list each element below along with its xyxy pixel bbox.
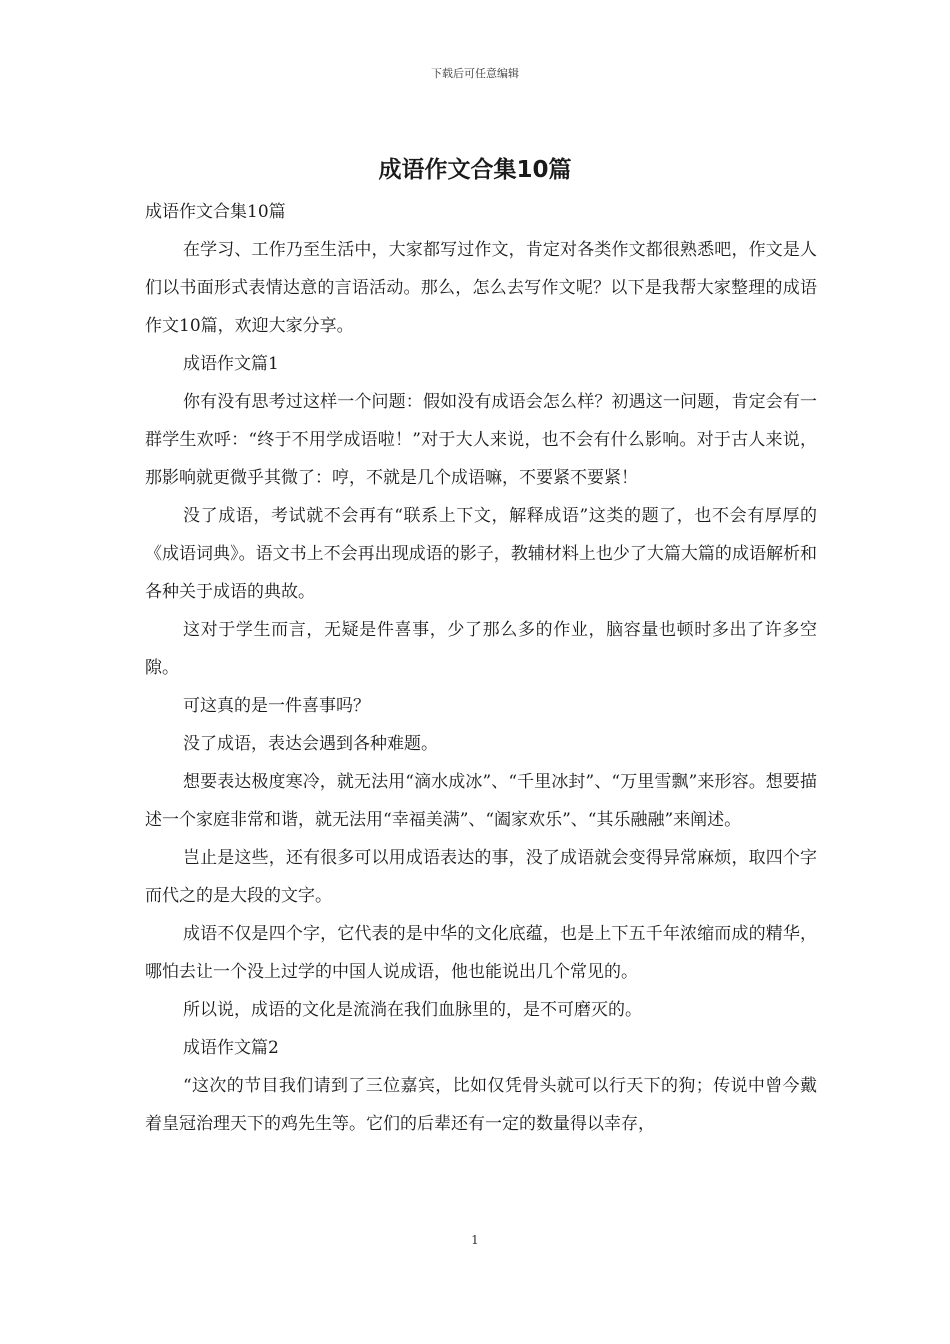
page-number: 1	[471, 1233, 479, 1247]
paragraph: “这次的节目我们请到了三位嘉宾，比如仅凭骨头就可以行天下的狗；传说中曾今戴着皇冠治理天下的鸡先生等。它们的后辈还有一定的数量得以幸存，	[145, 1076, 817, 1134]
section-heading: 成语作文篇1	[183, 354, 279, 374]
paragraph: 成语不仅是四个字，它代表的是中华的文化底蕴，也是上下五千年浓缩而成的精华，哪怕去让一个没上过学的中国人说成语，他也能说出几个常见的。	[145, 924, 817, 982]
document-title: 成语作文合集10篇	[378, 157, 572, 183]
paragraph: 所以说，成语的文化是流淌在我们血脉里的，是不可磨灭的。	[183, 1000, 642, 1020]
paragraph: 没了成语，考试就不会再有“联系上下文，解释成语”这类的题了，也不会有厚厚的《成语词典》。语文书上不会再出现成语的影子，教辅材料上也少了大篇大篇的成语解析和各种关于成语的典故。	[145, 506, 817, 602]
paragraph: 你有没有思考过这样一个问题：假如没有成语会怎么样？初遇这一问题，肯定会有一群学生欢呼：“终于不用学成语啦！”对于大人来说，也不会有什么影响。对于古人来说，那影响就更微乎其微了：哼，不就是几个成语嘛，不要紧不要紧！	[145, 392, 817, 488]
paragraph: 这对于学生而言，无疑是件喜事，少了那么多的作业，脑容量也顿时多出了许多空隙。	[145, 620, 817, 678]
document-body	[145, 193, 817, 1143]
paragraph: 没了成语，表达会遇到各种难题。	[183, 734, 438, 754]
paragraph: 岂止是这些，还有很多可以用成语表达的事，没了成语就会变得异常麻烦，取四个字而代之的是大段的文字。	[145, 848, 817, 906]
section-heading: 成语作文篇2	[183, 1038, 279, 1058]
paragraph: 成语作文合集10篇	[145, 202, 286, 222]
paragraph: 在学习、工作乃至生活中，大家都写过作文，肯定对各类作文都很熟悉吧，作文是人们以书面形式表情达意的言语活动。那么，怎么去写作文呢？以下是我帮大家整理的成语作文10篇，欢迎大家分享。	[145, 240, 817, 336]
page-header-note: 下载后可任意编辑	[431, 67, 519, 80]
paragraph: 可这真的是一件喜事吗？	[183, 696, 370, 716]
paragraph: 想要表达极度寒冷，就无法用“滴水成冰”、“千里冰封”、“万里雪飘”来形容。想要描述一个家庭非常和谐，就无法用“幸福美满”、“阖家欢乐”、“其乐融融”来阐述。	[145, 772, 817, 830]
